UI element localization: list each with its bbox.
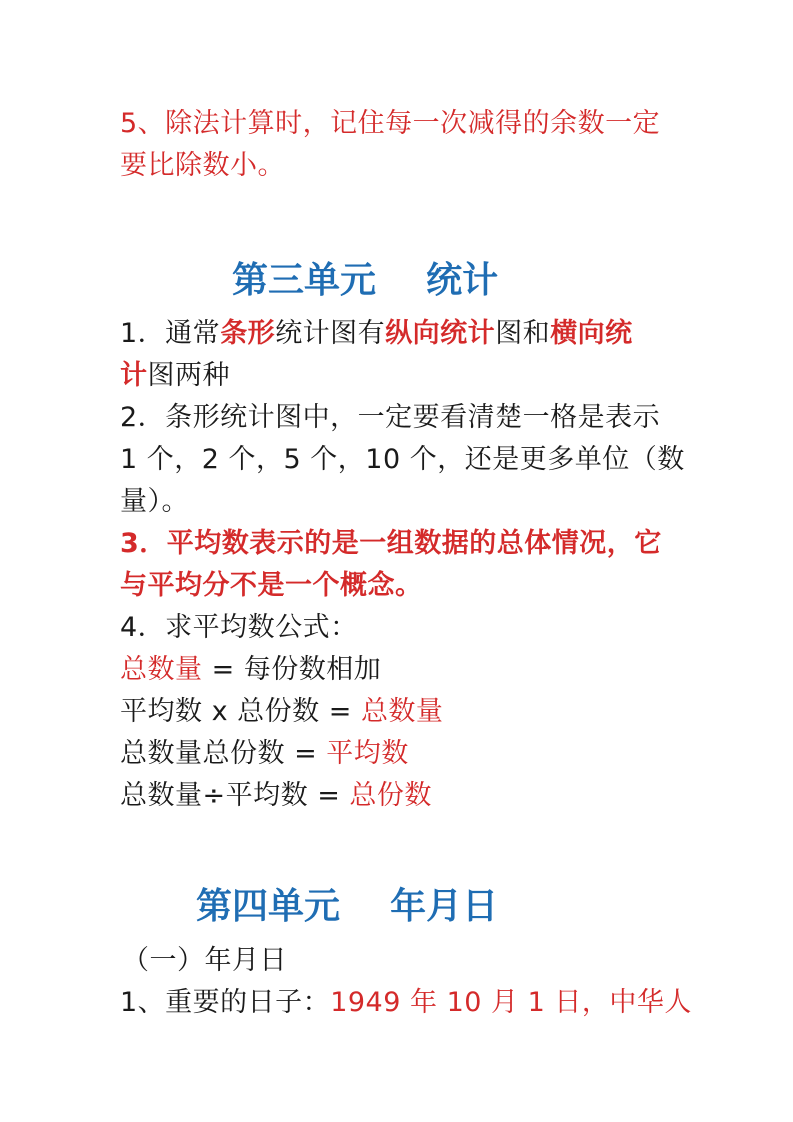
formula2-black: 平均数 x 总份数 = xyxy=(120,696,361,727)
formula-4 xyxy=(120,775,432,817)
unit4-heading: 第四单元 年月日 xyxy=(196,886,499,927)
p1-bold-bar: 条形 xyxy=(220,318,276,349)
formula1-red: 总数量 xyxy=(120,654,203,685)
unit3-point1-line1 xyxy=(120,313,633,355)
formula3-red: 平均数 xyxy=(326,738,409,769)
formula4-black: 总数量÷平均数 = xyxy=(120,780,350,811)
item5-line2: 要比除数小。 xyxy=(120,150,285,181)
formula-3 xyxy=(120,733,409,775)
p1-suffix: 图两种 xyxy=(147,360,230,391)
unit4-subheading: （一）年月日 xyxy=(122,945,287,976)
formula2-red: 总数量 xyxy=(360,696,444,727)
p1-prefix: 1．通常 xyxy=(120,318,221,349)
unit3-point2-line1: 2．条形统计图中，一定要看清楚一格是表示 xyxy=(120,402,661,433)
unit3-point3-line2: 与平均分不是一个概念。 xyxy=(120,570,423,601)
unit3-point2-line2: 1 个，2 个，5 个，10 个，还是更多单位（数 xyxy=(120,444,685,475)
unit3-point4-title: 4．求平均数公式： xyxy=(120,612,358,643)
unit3-point3-line1: 3．平均数表示的是一组数据的总体情况，它 xyxy=(120,528,662,559)
unit3-heading: 第三单元 统计 xyxy=(232,260,499,301)
unit4-point1-line1 xyxy=(120,982,692,1024)
p1-mid2: 图和 xyxy=(495,318,551,349)
p1-mid1: 统计图有 xyxy=(275,318,386,349)
formula1-rest: = 每份数相加 xyxy=(202,654,382,685)
p1-bold-vertical: 纵向统计 xyxy=(385,318,496,349)
unit4-p1-black: 1、重要的日子： xyxy=(120,987,331,1018)
unit4-p1-red: 1949 年 10 月 1 日，中华人 xyxy=(330,987,692,1018)
formula-2 xyxy=(120,691,443,733)
formula3-black: 总数量总份数 = xyxy=(120,738,327,769)
unit3-point2-line3: 量）。 xyxy=(120,486,189,517)
p1-bold-ji: 计 xyxy=(120,360,148,391)
formula4-red: 总份数 xyxy=(349,780,432,811)
formula-1 xyxy=(120,649,381,691)
unit3-point1-line2 xyxy=(120,355,230,397)
p1-bold-horizontal: 横向统 xyxy=(550,318,633,349)
item5-line1: 5、除法计算时，记住每一次减得的余数一定 xyxy=(120,108,661,139)
